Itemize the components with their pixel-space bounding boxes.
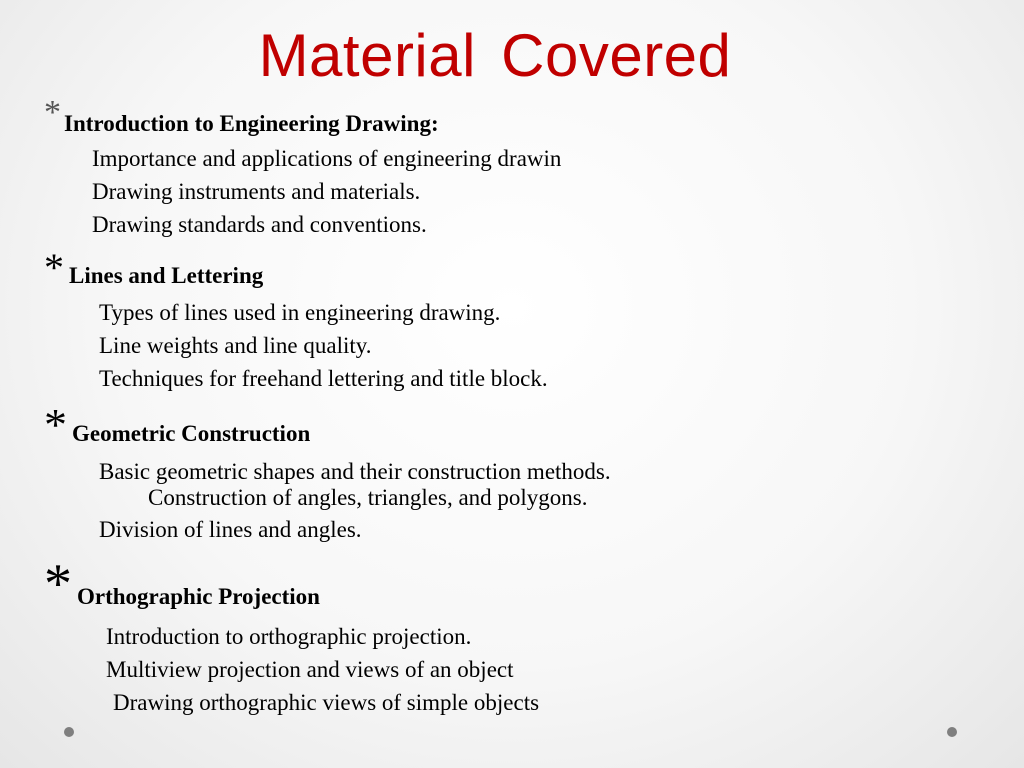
page-title: Material Covered (258, 22, 732, 89)
section-item: Division of lines and angles. (99, 517, 362, 542)
section-item: Construction of angles, triangles, and polygons. (148, 485, 588, 510)
section-heading-orthographic: Orthographic Projection (77, 584, 320, 609)
section-item: Drawing standards and conventions. (92, 212, 427, 237)
section-item: Drawing instruments and materials. (92, 179, 421, 204)
section-item: Types of lines used in engineering drawing. (99, 300, 501, 325)
section-heading-lines: Lines and Lettering (69, 263, 264, 288)
section-item: Introduction to orthographic projection. (106, 624, 472, 649)
section-heading-geometric: Geometric Construction (72, 421, 311, 446)
asterisk-bullet-icon: * (44, 245, 64, 290)
section-heading-intro: Introduction to Engineering Drawing: (64, 111, 439, 136)
decorative-dot-icon (64, 727, 74, 737)
asterisk-bullet-icon: * (44, 399, 67, 450)
section-item: Drawing orthographic views of simple objects (113, 690, 540, 715)
asterisk-bullet-icon: * (44, 553, 72, 615)
section-item: Techniques for freehand lettering and title block. (99, 366, 548, 391)
section-item: Multiview projection and views of an object (106, 657, 514, 682)
asterisk-bullet-icon: * (44, 94, 61, 131)
section-item: Basic geometric shapes and their construction methods. (99, 459, 611, 484)
section-item: Line weights and line quality. (99, 333, 372, 358)
section-item: Importance and applications of engineering drawin (92, 146, 562, 171)
decorative-dot-icon (947, 727, 957, 737)
